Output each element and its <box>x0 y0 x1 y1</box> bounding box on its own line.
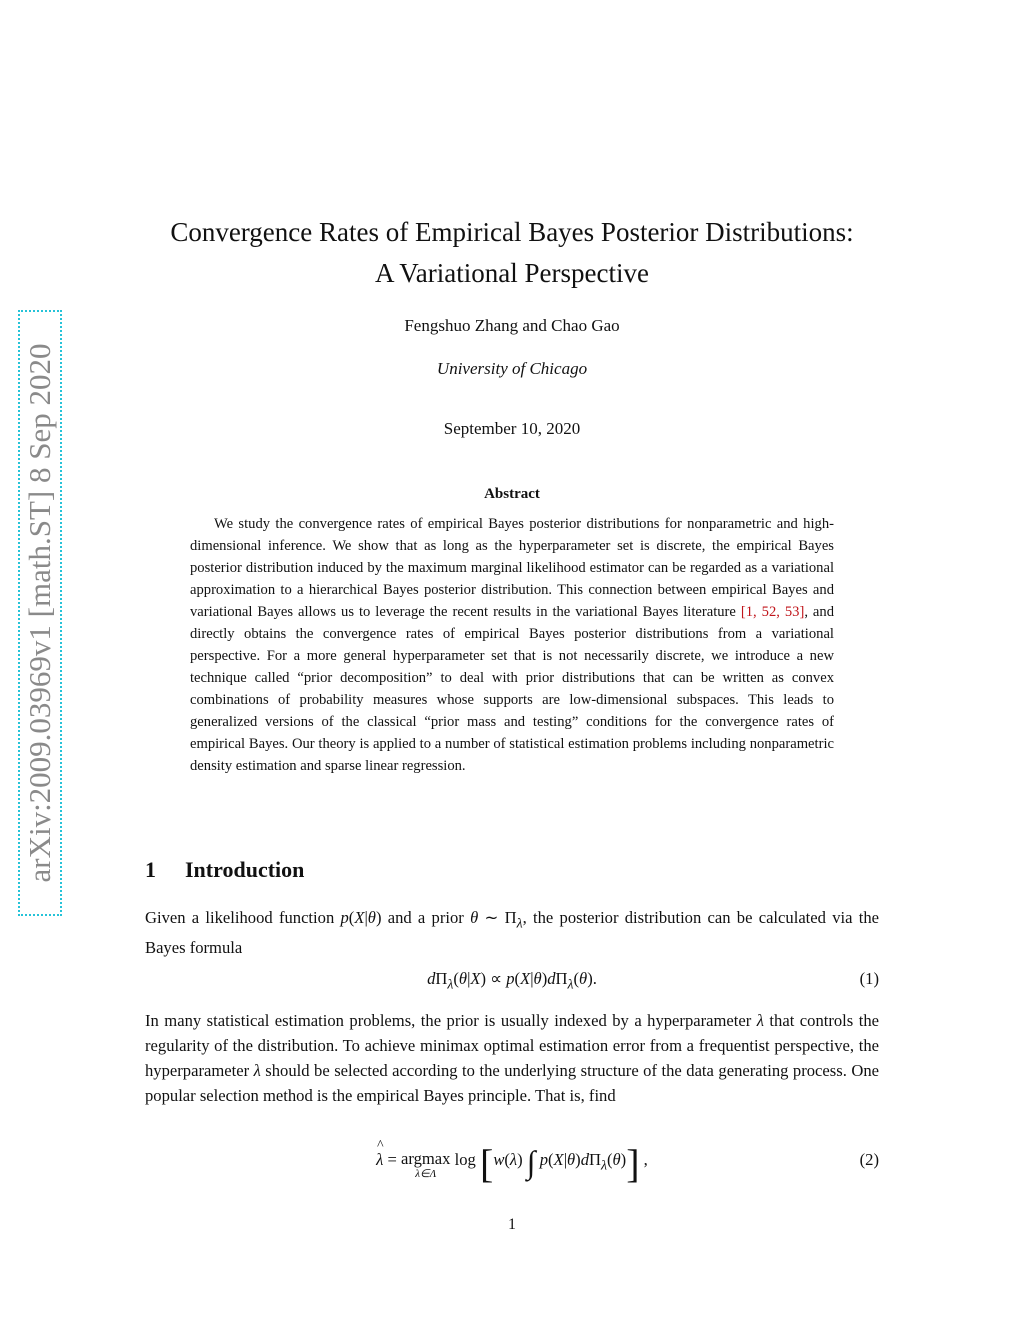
abstract <box>190 513 834 777</box>
abstract-text-1: We study the convergence rates of empirical Bayes posterior distributions for nonparametric and high-dimensional inference. We show that as long as the hyperparameter set is discrete, the empirical Bayes posterior distribution induced by the maximum marginal likelihood estimator can be regarded as a variational approximation to a hierarchical Bayes posterior distribution. This connection between empirical Bayes and variational Bayes allows us to leverage the recent results in the variational Bayes literature <box>190 516 834 620</box>
arxiv-stamp-text: arXiv:2009.03969v1 [math.ST] 8 Sep 2020 <box>22 343 57 883</box>
equation-1 <box>145 969 879 993</box>
date: September 10, 2020 <box>443 419 581 438</box>
para1-text-c: , the posterior distribution can be calculated via the Bayes formula <box>145 908 879 958</box>
prior-math: θ <box>470 908 479 927</box>
likelihood-math: p <box>340 908 349 927</box>
abstract-paragraph <box>190 513 834 777</box>
equation-2-number: (2) <box>859 1150 879 1169</box>
equation-2 <box>145 1141 879 1196</box>
para2-text-a: In many statistical estimation problems, the prior is usually indexed by a hyperparameter <box>145 1011 757 1030</box>
authors: Fengshuo Zhang and Chao Gao <box>404 316 620 335</box>
affiliation: University of Chicago <box>436 359 588 378</box>
paragraph-2: In many statistical estimation problems, the prior is usually indexed by a hyperparameter λ that controls the regularity of the distribution. To achieve minimax optimal estimation error from a frequentist perspective, the hyperparameter λ should be selected according to the underlying structure of the data generating process. One popular selection method is the empirical Bayes principle. That is, find <box>145 1011 880 1105</box>
para1-text-a: Given a likelihood function <box>145 908 341 927</box>
para2-text-c: should be selected according to the underlying structure of the data generating process. One popular selection method is the empirical Bayes principle. That is, find <box>145 1061 879 1105</box>
page-number: 1 <box>508 1216 516 1233</box>
paragraph-1: Given a likelihood function p(X|θ) and a prior θ ∼ $\Pi_\lambda$, the posterior distribution can be calculated via the Bayes formula <box>145 908 879 958</box>
citation-numbers: 1, 52, 53 <box>745 604 800 620</box>
arxiv-stamp[interactable] <box>18 310 62 916</box>
equation-1-body: $d\Pi_\lambda(\theta|X) \propto p(X|\theta)d\Pi_\lambda(\theta)$. <box>427 969 597 992</box>
section-number: 1 <box>145 857 156 882</box>
abstract-heading: Abstract <box>484 486 540 502</box>
equation-1-number: (1) <box>859 969 879 988</box>
title-line-1: Convergence Rates of Empirical Bayes Posterior Distributions: <box>170 217 854 247</box>
abstract-text-2: , and directly obtains the convergence rates of empirical Bayes posterior distributions from a variational perspective. For a more general hyperparameter set that is not necessarily discrete, we introduce a new technique called “prior decomposition” to deal with prior distributions that can be written as convex combinations of probability measures whose supports are low-dimensional subspaces. This leads to generalized versions of the classical “prior mass and testing” conditions for the convergence rates of empirical Bayes. Our theory is applied to a number of statistical estimation problems including nonparametric density estimation and sparse linear regression. <box>190 604 834 774</box>
para2-text-b: that controls the regularity of the distribution. To achieve minimax optimal estimation error from a frequentist perspective, the hyperparameter <box>145 1011 880 1080</box>
section-heading <box>145 857 304 883</box>
section-title: Introduction <box>185 857 305 882</box>
title-line-2: A Variational Perspective <box>375 258 649 288</box>
equation-2-body: ^ λ = argmax λ∈Λ log [w(λ) ∫ $p(X|\theta)d\Pi_\lambda(\theta)$] , <box>145 1150 879 1180</box>
para1-text-b: and a prior <box>381 908 471 927</box>
paper-title <box>100 212 924 294</box>
citation-link[interactable]: [1, 52, 53] <box>740 604 805 620</box>
